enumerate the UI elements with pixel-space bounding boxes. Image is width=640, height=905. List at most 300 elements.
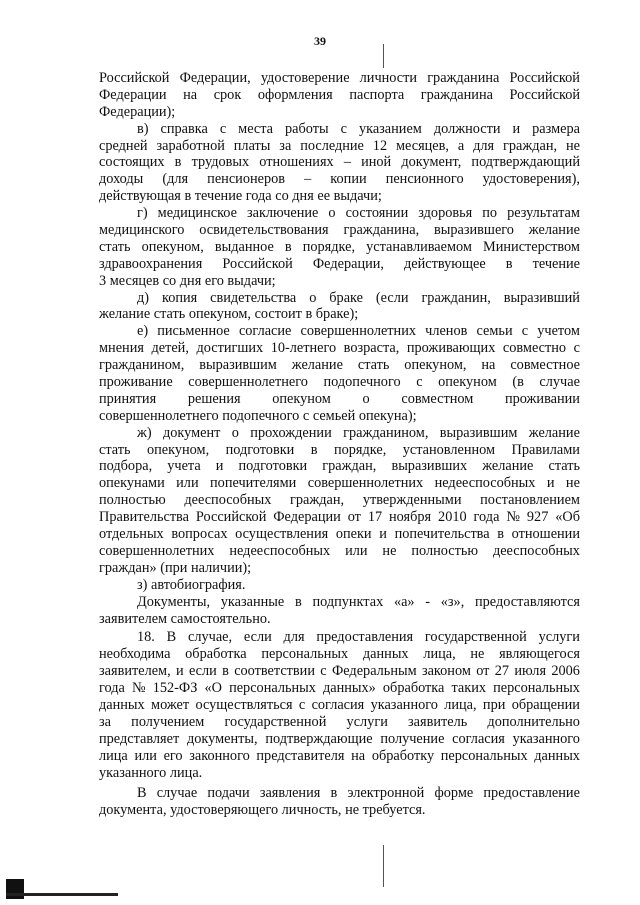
word: стать <box>99 238 131 255</box>
word: с <box>521 323 529 340</box>
text-line <box>99 391 580 408</box>
word: представителя <box>256 747 345 764</box>
word: случае <box>539 374 580 391</box>
word: заявителем, <box>99 663 171 680</box>
text-line <box>99 442 580 459</box>
word: лица, <box>423 646 456 663</box>
word: лица <box>99 747 128 764</box>
word: Российской <box>99 70 170 86</box>
word: Правилами <box>511 441 580 458</box>
word: законом <box>421 663 471 680</box>
word: подтверждающий <box>471 154 580 171</box>
word: 18. <box>137 629 155 646</box>
word: в <box>222 663 229 680</box>
word: являющегося <box>499 646 580 663</box>
word: выданное <box>214 238 274 255</box>
word: медицинского <box>99 222 185 239</box>
word: полностью <box>99 492 166 509</box>
word: за <box>279 137 292 154</box>
word: желание <box>528 424 580 441</box>
word: от <box>347 509 361 526</box>
word: его <box>163 747 183 764</box>
paragraph <box>99 425 580 577</box>
word: установленном <box>402 441 496 458</box>
text-line <box>99 408 580 425</box>
word: платы <box>233 137 271 154</box>
text-line <box>99 492 580 509</box>
word: Министерством <box>483 238 580 255</box>
word: опекуном <box>272 390 331 407</box>
word: дополнительно <box>487 713 580 730</box>
word: месяцев, <box>395 137 449 154</box>
word: браке <box>329 289 363 306</box>
text-line <box>99 577 580 594</box>
word: – <box>304 171 312 188</box>
text-line <box>99 526 580 543</box>
word: и <box>512 120 521 137</box>
word: подопечного <box>323 374 401 391</box>
paragraph <box>99 205 580 289</box>
paragraph <box>99 577 580 594</box>
text-line <box>99 104 580 121</box>
word: предоставление <box>483 785 580 802</box>
word: гражданина, <box>343 222 420 239</box>
word: освидетельствования <box>199 222 329 239</box>
word: о <box>362 390 370 407</box>
word: указанием <box>358 120 422 137</box>
word: устанавливаемом <box>366 238 472 255</box>
word: полностью <box>411 542 479 559</box>
text-line <box>99 802 580 819</box>
word: указанного <box>512 730 580 747</box>
word: подтверждающие <box>265 730 373 747</box>
text-line <box>99 171 580 188</box>
word: в <box>497 526 505 543</box>
word: 152-ФЗ <box>152 680 198 697</box>
word: ж) <box>137 424 152 441</box>
word: данных <box>362 646 409 663</box>
word: персональных <box>229 680 316 697</box>
word: результатам <box>507 205 580 222</box>
text-line <box>99 87 580 104</box>
word: опекуном <box>438 374 497 391</box>
word: согласие <box>238 323 292 340</box>
text-line <box>99 256 580 273</box>
word: или <box>134 747 157 764</box>
line-text: действующая в течение года со дня ее выдачи; <box>99 188 382 205</box>
word: стать <box>548 458 580 475</box>
word: при <box>482 696 506 713</box>
word: удостоверение <box>260 70 350 86</box>
word: июля <box>514 663 547 680</box>
scan-artifact-line <box>383 44 384 68</box>
word: должности <box>433 120 501 137</box>
word: стать <box>357 357 390 374</box>
text-line <box>99 731 580 748</box>
text-line <box>99 306 580 323</box>
word: заработной <box>156 137 225 154</box>
paragraph <box>99 323 580 424</box>
word: форме <box>434 785 474 802</box>
text-line <box>99 714 580 731</box>
word: и <box>175 663 184 680</box>
word: не <box>566 137 580 154</box>
word: услуги <box>346 713 388 730</box>
line-text: граждан» (при наличии); <box>99 559 252 576</box>
text-line <box>99 290 580 307</box>
word: гражданином, <box>99 357 185 374</box>
word: проживающих <box>406 340 496 357</box>
text-line <box>99 785 580 802</box>
word: опекуном, <box>404 357 467 374</box>
line-text: указанного лица. <box>99 764 203 781</box>
word: 10-летнего <box>270 340 337 357</box>
word: представляет <box>99 730 180 747</box>
word: места <box>238 120 274 137</box>
word: № <box>131 680 146 697</box>
word: Федерации, <box>312 255 384 272</box>
word: с <box>219 120 227 137</box>
word: выразивших <box>391 458 468 475</box>
text-line <box>99 323 580 340</box>
word: заключение <box>246 205 319 222</box>
word: е) <box>137 323 149 340</box>
word: ноября <box>389 509 432 526</box>
word: и <box>215 458 224 475</box>
word: «О <box>204 680 222 697</box>
word: обработка <box>185 646 247 663</box>
word: 2010 <box>438 509 467 526</box>
word: Российской <box>195 509 267 526</box>
word: совместно <box>502 340 567 357</box>
text-line <box>99 475 580 492</box>
word: может <box>151 696 190 713</box>
word: года <box>99 680 125 697</box>
word: течение <box>532 255 580 272</box>
word: совершеннолетних <box>99 542 215 559</box>
paragraph <box>99 121 580 205</box>
word: не <box>382 542 397 559</box>
word: обработку <box>371 747 435 764</box>
word: учетом <box>537 323 580 340</box>
word: дееспособных <box>184 492 272 509</box>
word: совершеннолетних <box>307 475 424 492</box>
word: в <box>284 238 292 255</box>
text-line <box>99 340 580 357</box>
word: данных <box>534 747 580 764</box>
word: осуществляться <box>195 696 293 713</box>
word: государственной <box>224 713 327 730</box>
word: гражданином, <box>343 424 429 441</box>
word: выразившим <box>439 424 518 441</box>
word: услуги <box>538 629 580 646</box>
word: здоровья <box>418 205 473 222</box>
word: в <box>294 593 302 610</box>
word: необходима <box>99 646 171 663</box>
text-line <box>99 239 580 256</box>
word: в) <box>137 120 149 137</box>
paragraph <box>99 594 580 628</box>
word: детей, <box>151 340 189 357</box>
word: персональных <box>440 747 528 764</box>
word: копия <box>161 289 198 306</box>
word: В <box>166 629 177 646</box>
text-line <box>99 273 580 290</box>
text-line <box>99 121 580 138</box>
word: подбора, <box>99 458 153 475</box>
word: совершеннолетнего <box>188 374 308 391</box>
line-text: з) автобиография. <box>137 576 246 593</box>
text-line <box>99 509 580 526</box>
word: утвержденными <box>362 492 462 509</box>
word: указанные <box>220 593 285 610</box>
word: получение <box>380 730 445 747</box>
word: попечителями <box>210 475 297 492</box>
word: или <box>176 475 199 492</box>
word: для <box>473 137 495 154</box>
text-line <box>99 357 580 374</box>
word: предоставления <box>316 629 414 646</box>
word: г) <box>137 205 148 222</box>
line-text: 3 месяцев со дня его выдачи; <box>99 272 276 289</box>
word: Федерации, <box>179 70 251 86</box>
word: а <box>457 137 465 154</box>
word: с <box>340 120 347 137</box>
word: д) <box>137 289 150 306</box>
word: указанного <box>370 696 438 713</box>
word: средней <box>99 137 148 154</box>
word: В <box>137 785 147 802</box>
word: последние <box>300 137 364 154</box>
word: удостоверения), <box>482 171 580 188</box>
word: «а» <box>393 593 415 610</box>
word: случае <box>156 785 198 802</box>
word: о <box>309 289 317 306</box>
word: документ, <box>401 154 462 171</box>
word: Российской <box>509 70 580 86</box>
word: опеки <box>335 526 372 543</box>
page-number: 39 <box>314 34 326 48</box>
word: случае, <box>188 629 233 646</box>
word: совершеннолетних <box>300 323 416 340</box>
word: 27 <box>494 663 510 680</box>
text-line <box>99 663 580 680</box>
word: документы, <box>186 730 258 747</box>
word: гражданина <box>420 86 493 103</box>
line-text: заявителем самостоятельно. <box>99 610 271 627</box>
word: и <box>546 475 555 492</box>
word: если <box>243 629 272 646</box>
word: медицинское <box>157 205 237 222</box>
word: опекунами <box>99 475 165 492</box>
word: персональных <box>261 646 349 663</box>
word: желание <box>482 458 534 475</box>
word: гражданин, <box>421 289 491 306</box>
word: семьи <box>476 323 513 340</box>
paragraph <box>99 785 580 819</box>
word: Документы, <box>137 593 211 610</box>
word: получением <box>131 713 205 730</box>
text-line <box>99 748 580 765</box>
word: действующее <box>404 255 486 272</box>
word: недееспособных <box>434 475 536 492</box>
paragraph <box>99 290 580 324</box>
word: заявитель <box>408 713 468 730</box>
word: Федеральным <box>331 663 417 680</box>
text-line <box>99 646 580 663</box>
text-line <box>99 425 580 442</box>
word: подготовки <box>238 458 308 475</box>
word: (в <box>512 374 524 391</box>
word: отношениях <box>259 154 334 171</box>
word: 927 <box>526 509 549 526</box>
word: если <box>188 663 217 680</box>
word: – <box>343 154 351 171</box>
text-line <box>99 222 580 239</box>
word: прохождении <box>250 424 332 441</box>
word: лица, <box>444 696 477 713</box>
text-line <box>99 188 580 205</box>
word: желание <box>528 222 580 239</box>
word: - <box>425 593 431 610</box>
word: отдельных <box>99 526 164 543</box>
word: подачи <box>207 785 250 802</box>
word: с <box>298 696 306 713</box>
word: выразившим <box>199 357 277 374</box>
word: порядке, <box>302 238 356 255</box>
word: паспорта <box>349 86 405 103</box>
word: порядке, <box>333 441 387 458</box>
word: проживание <box>99 374 173 391</box>
word: граждан, <box>290 492 345 509</box>
word: состоящих <box>99 154 165 171</box>
scan-artifact-mark <box>6 879 24 899</box>
word: членов <box>425 323 468 340</box>
word: заявления <box>259 785 321 802</box>
word: дееспособных <box>492 542 580 559</box>
word: выразившего <box>434 222 514 239</box>
word: Федерации <box>273 509 341 526</box>
word: с <box>320 663 327 680</box>
word: Правительства <box>99 509 189 526</box>
text-line <box>99 629 580 646</box>
word: (если <box>375 289 409 306</box>
word: доходы <box>99 171 144 188</box>
word: по <box>482 205 498 222</box>
word: подпунктах <box>312 593 384 610</box>
word: пенсионного <box>385 171 464 188</box>
word: с <box>573 340 580 357</box>
document-body <box>99 70 580 819</box>
word: состоянии <box>345 205 409 222</box>
word: совместное <box>510 357 580 374</box>
word: за <box>99 713 111 730</box>
text-line <box>99 611 580 628</box>
word: проживании <box>504 390 580 407</box>
word: не <box>470 646 485 663</box>
word: подготовки <box>225 441 295 458</box>
text-line <box>99 458 580 475</box>
word: обработка <box>382 680 445 697</box>
word: копии <box>330 171 367 188</box>
word: 2006 <box>551 663 580 680</box>
word: согласия <box>452 730 505 747</box>
scan-artifact-bar <box>6 893 118 896</box>
word: от <box>476 663 490 680</box>
word: постановлением <box>480 492 580 509</box>
word: принятия <box>99 390 157 407</box>
word: иной <box>361 154 392 171</box>
text-line <box>99 138 580 155</box>
word: учета <box>167 458 201 475</box>
word: 12 <box>372 137 388 154</box>
text-line <box>99 70 580 87</box>
text-line <box>99 205 580 222</box>
word: № <box>506 509 520 526</box>
text-line <box>99 543 580 560</box>
paragraph <box>99 629 580 781</box>
word: (для <box>162 171 189 188</box>
word: «Об <box>555 509 580 526</box>
word: соответствии <box>234 663 315 680</box>
word: документ <box>163 424 221 441</box>
word: опекуном, <box>141 238 204 255</box>
word: достигших <box>196 340 264 357</box>
word: о <box>231 424 239 441</box>
word: граждан, <box>322 458 377 475</box>
word: граждан, <box>503 137 558 154</box>
text-line <box>99 374 580 391</box>
text-line <box>99 154 580 171</box>
word: «з», <box>440 593 465 610</box>
word: обращении <box>511 696 580 713</box>
word: отношении <box>511 526 580 543</box>
word: на <box>183 86 198 103</box>
word: Российской <box>509 86 580 103</box>
paragraph <box>99 70 580 121</box>
word: Федерации <box>99 86 167 103</box>
word: или <box>345 542 368 559</box>
word: 17 <box>367 509 383 526</box>
line-text: документа, удостоверяющего личность, не требуется. <box>99 802 426 819</box>
word: решения <box>187 390 241 407</box>
word: для <box>283 629 305 646</box>
word: и <box>379 526 387 543</box>
word: свидетельства <box>210 289 297 306</box>
word: письменное <box>157 323 230 340</box>
word: в <box>330 785 338 802</box>
word: попечительства <box>394 526 490 543</box>
line-text: Федерации); <box>99 103 176 120</box>
word: персональных <box>493 680 580 697</box>
word: размера <box>532 120 580 137</box>
text-line <box>99 765 580 782</box>
scan-artifact-line <box>383 845 384 887</box>
text-line <box>99 560 580 577</box>
word: на <box>481 357 496 374</box>
word: электронной <box>347 785 425 802</box>
word: осуществления <box>235 526 329 543</box>
word: в <box>505 255 513 272</box>
word: не <box>565 475 580 492</box>
word: недееспособных <box>229 542 331 559</box>
word: гражданина <box>427 70 500 86</box>
word: справка <box>160 120 208 137</box>
word: государственной <box>424 629 527 646</box>
word: возраста, <box>343 340 400 357</box>
word: личности <box>359 70 418 86</box>
word: трудовых <box>191 154 250 171</box>
